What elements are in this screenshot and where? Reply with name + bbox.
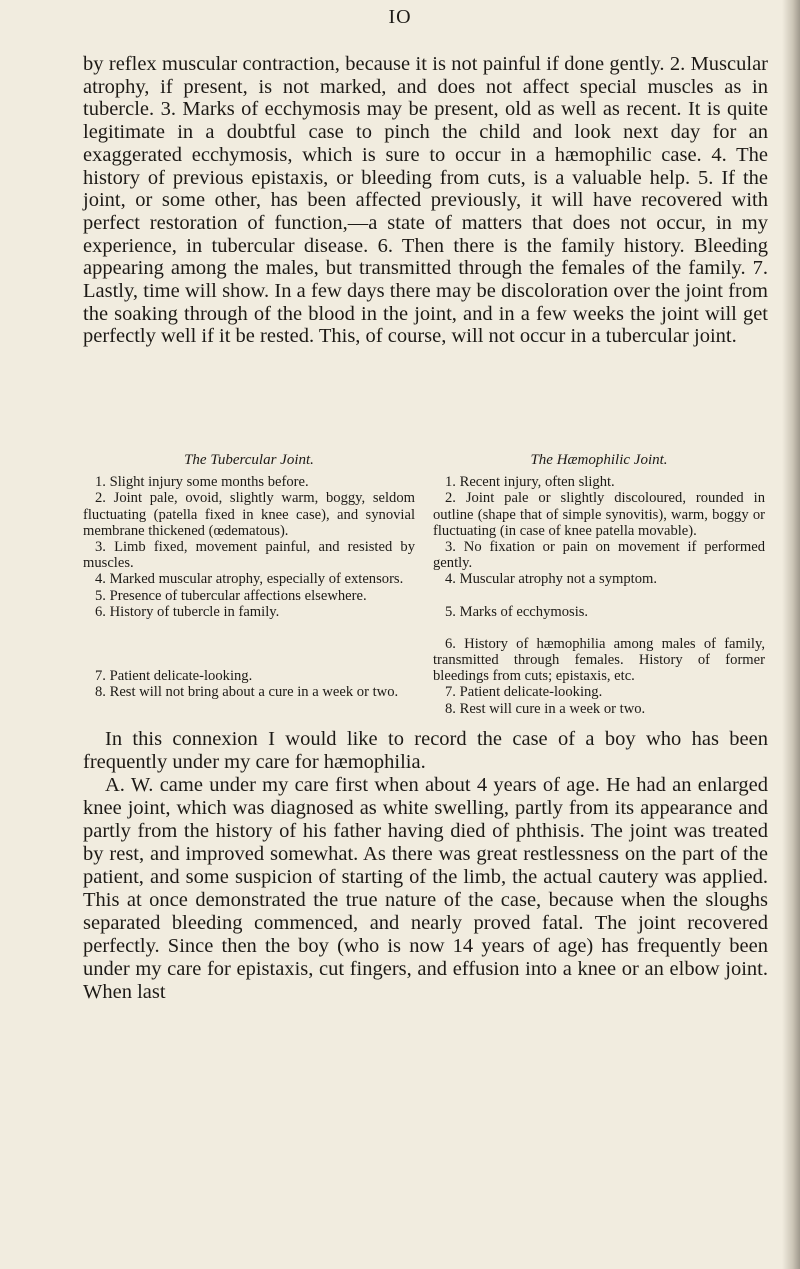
haemophilic-joint-heading: The Hæmophilic Joint.: [530, 452, 668, 468]
haemophilic-item-2: 2. Joint pale or slightly discoloured, rounded in outline (shape that of simple synovitis), warm, boggy or fluctuating (in case of knee patella movable).: [433, 490, 765, 539]
tubercular-item-4: 4. Marked muscular atrophy, especially of extensors.: [95, 571, 404, 588]
tubercular-joint-column: [83, 452, 415, 700]
tubercular-item-6: 6. History of tubercle in family.: [95, 603, 280, 620]
intro-paragraph: by reflex muscular contraction, because it is not painful if done gently. 2. Muscular atrophy, if present, is not marked, and does not affect special muscles as in tubercle. 3. Marks of ecchymosis may be present, old as well as recent. It is quite legitimate in a doubtful case to pinch the child and look next day for an exaggerated ecchymosis, which is sure to occur in a hæmophilic case. 4. The history of previous epistaxis, or bleeding from cuts, is a valuable help. 5. If the joint, or some other, has been affected previously, it will have recovered with perfect restoration of function,—a state of matters that does not occur, in my experience, in tubercular disease. 6. Then there is the family history. Bleeding appearing among the males, but transmitted through the females of the family. 7. Lastly, time will show. In a few days there may be discoloration over the joint from the soaking through of the blood in the joint, and in a few weeks the joint will get perfectly well if it be rested. This, of course, will not occur in a tubercular joint.: [83, 53, 768, 348]
case-report: [83, 728, 768, 1004]
haemophilic-joint-column: [433, 452, 765, 717]
tubercular-item-5: 5. Presence of tubercular affections elsewhere.: [95, 587, 367, 604]
haemophilic-item-4: 4. Muscular atrophy not a symptom.: [445, 571, 657, 588]
case-paragraph-2: A. W. came under my care first when about 4 years of age. He had an enlarged knee joint, which was diagnosed as white swelling, partly from its appearance and partly from the history of his father having died of phthisis. The joint was treated by rest, and improved somewhat. As there was great restlessness on the part of the patient, and some suspicion of starting of the limb, the actual cautery was applied. This at once demonstrated the true nature of the case, because when the sloughs separated bleeding commenced, and nearly proved fatal. The joint recovered perfectly. Since then the boy (who is now 14 years of age) has frequently been under my care for epistaxis, cut fingers, and effusion into a knee or an elbow joint. When last: [83, 774, 768, 1003]
haemophilic-item-6: 6. History of hæmophilia among males of family, transmitted through females. History of former bleedings from cuts; epistaxis, etc.: [433, 635, 765, 685]
page-number: IO: [388, 6, 412, 28]
haemophilic-item-1: 1. Recent injury, often slight.: [445, 474, 615, 491]
tubercular-item-8: 8. Rest will not bring about a cure in a week or two.: [95, 684, 399, 701]
tubercular-item-7: 7. Patient delicate-looking.: [95, 668, 253, 685]
tubercular-item-2: 2. Joint pale, ovoid, slightly warm, boggy, seldom fluctuating (patella fixed in knee case), and synovial membrane thickened (œdematous).: [83, 490, 415, 539]
tubercular-joint-heading: The Tubercular Joint.: [184, 452, 314, 468]
haemophilic-item-8: 8. Rest will cure in a week or two.: [445, 700, 646, 717]
page-edge-shadow: [782, 0, 800, 1269]
tubercular-item-1: 1. Slight injury some months before.: [95, 474, 309, 491]
haemophilic-item-3: 3. No fixation or pain on movement if performed gently.: [433, 539, 765, 572]
haemophilic-item-7: 7. Patient delicate-looking.: [445, 684, 603, 701]
haemophilic-item-5: 5. Marks of ecchymosis.: [445, 603, 589, 620]
case-paragraph-1: In this connexion I would like to record the case of a boy who has been frequently under my care for hæmophilia.: [83, 728, 768, 773]
tubercular-item-3: 3. Limb fixed, movement painful, and resisted by muscles.: [83, 539, 415, 572]
